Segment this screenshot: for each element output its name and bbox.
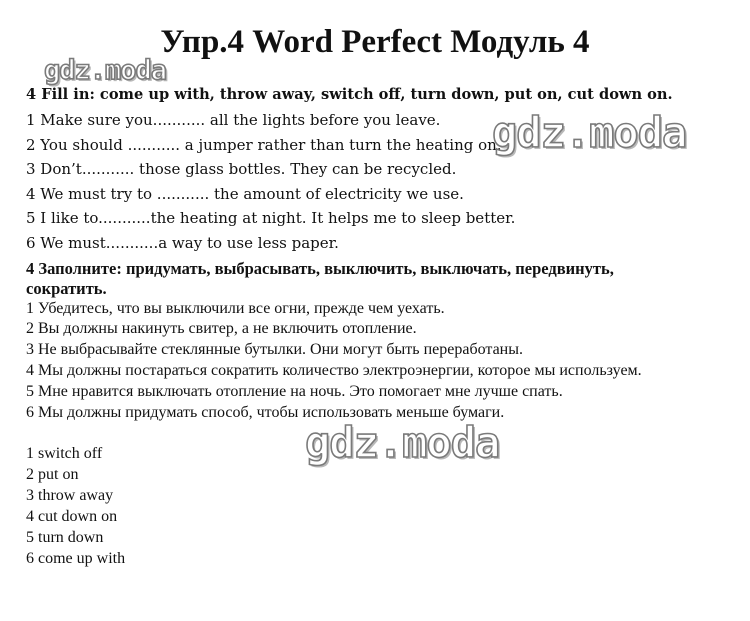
- answer-2: 2 put on: [26, 466, 79, 483]
- watermark-logo: gdz.moda: [492, 108, 687, 157]
- exercise-heading-en: 4 Fill in: come up with, throw away, switch off, turn down, put on, cut down on.: [26, 86, 673, 103]
- answer-6: 6 come up with: [26, 550, 126, 567]
- exercise-item-ru-3: 3 Не выбрасывайте стеклянные бутылки. Они могут быть переработаны.: [26, 341, 523, 358]
- exercise-item-en-3: 3 Don’t........... those glass bottles. They can be recycled.: [26, 160, 457, 178]
- exercise-item-en-4: 4 We must try to ........... the amount of electricity we use.: [26, 185, 464, 203]
- exercise-item-en-2: 2 You should ........... a jumper rather than turn the heating on.: [26, 136, 502, 154]
- exercise-item-ru-5: 5 Мне нравится выключать отопление на ночь. Это помогает мне лучше спать.: [26, 383, 563, 400]
- answer-5: 5 turn down: [26, 529, 104, 546]
- answer-4: 4 cut down on: [26, 508, 118, 525]
- watermark-logo: gdz.moda: [305, 418, 500, 467]
- exercise-heading-ru: 4 Заполните: придумать, выбрасывать, выключить, выключать, передвинуть,: [26, 259, 614, 278]
- exercise-item-en-1: 1 Make sure you........... all the lights before you leave.: [26, 111, 441, 129]
- exercise-item-ru-4: 4 Мы должны постараться сократить количество электроэнергии, которое мы используем.: [26, 362, 642, 379]
- answer-3: 3 throw away: [26, 487, 114, 504]
- exercise-item-ru-1: 1 Убедитесь, что вы выключили все огни, прежде чем уехать.: [26, 300, 445, 317]
- exercise-item-ru-6: 6 Мы должны придумать способ, чтобы использовать меньше бумаги.: [26, 404, 505, 421]
- exercise-item-en-5: 5 I like to...........the heating at night. It helps me to sleep better.: [26, 209, 516, 227]
- exercise-item-ru-2: 2 Вы должны накинуть свитер, а не включить отопление.: [26, 320, 417, 337]
- watermark-logo: gdz.moda: [44, 55, 167, 86]
- exercise-item-en-6: 6 We must...........a way to use less paper.: [26, 234, 339, 252]
- page-title: Упр.4 Word Perfect Модуль 4: [160, 24, 590, 60]
- exercise-heading-ru-continued: сократить.: [26, 279, 107, 298]
- answer-1: 1 switch off: [26, 445, 103, 462]
